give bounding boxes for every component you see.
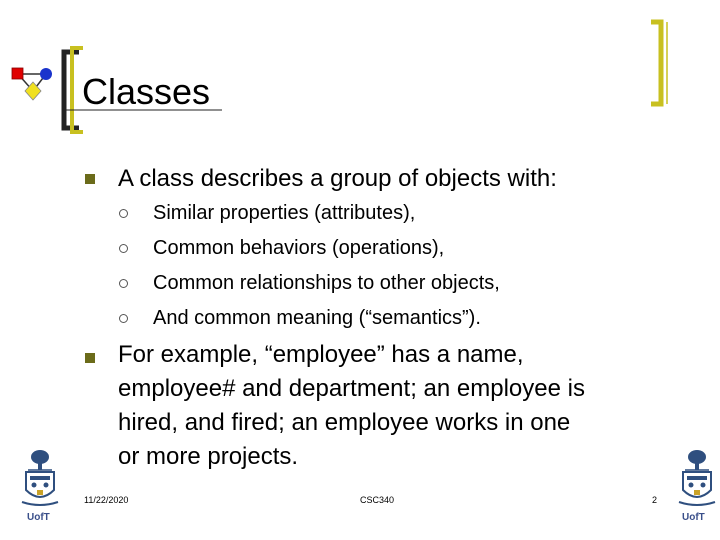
uoft-label-left: UofT: [27, 512, 50, 523]
bullet-text: A class describes a group of objects with:: [118, 165, 557, 192]
bullet-marker: [85, 174, 95, 184]
sub-bullet-text: Common behaviors (operations),: [153, 237, 445, 259]
bullet-text-line: hired, and fired; an employee works in one: [118, 409, 571, 436]
footer-date: 11/22/2020: [84, 495, 129, 505]
uoft-crest-icon: [18, 448, 62, 510]
footer-page-number: 2: [652, 495, 658, 505]
bullet-marker: [85, 353, 95, 363]
sub-bullet-text: Common relationships to other objects,: [153, 272, 500, 294]
footer-course: CSC340: [360, 495, 395, 505]
uoft-label-right: UofT: [682, 512, 705, 523]
sub-bullet-marker: [119, 314, 128, 323]
bullet-text-line: or more projects.: [118, 443, 299, 470]
uml-diagram-icon: [8, 64, 58, 106]
bullet-text-line: For example, “employee” has a name,: [118, 341, 524, 368]
sub-bullet-marker: [119, 209, 128, 218]
slide-title: Classes: [82, 71, 211, 112]
sub-bullet-marker: [119, 244, 128, 253]
sub-bullet-text: And common meaning (“semantics”).: [153, 307, 481, 329]
uoft-crest-icon: [675, 448, 719, 510]
sub-bullet-text: Similar properties (attributes),: [153, 202, 416, 224]
sub-bullet-marker: [119, 279, 128, 288]
bullet-text-line: employee# and department; an employee is: [118, 375, 585, 402]
